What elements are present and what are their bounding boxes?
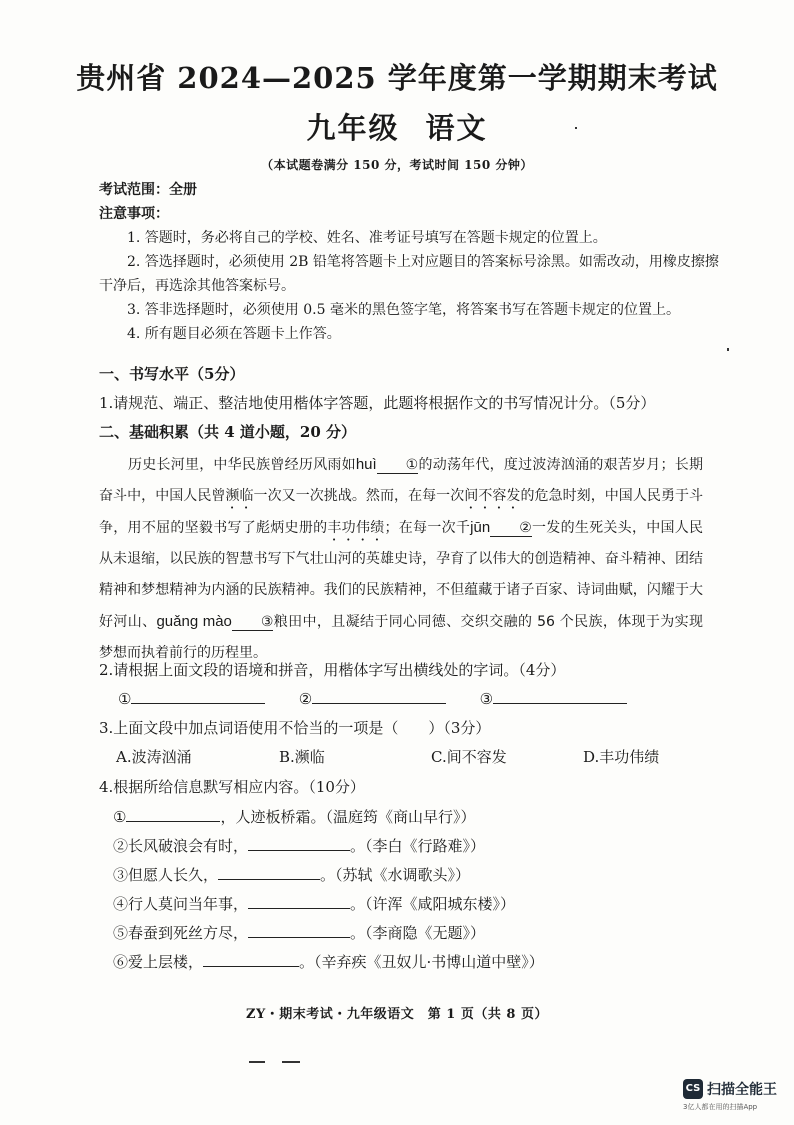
answer-line-3[interactable] bbox=[493, 689, 627, 704]
camscanner-logo-icon: CS bbox=[683, 1079, 703, 1099]
poem-line-5: ⑤春蚕到死丝方尽， 。（李商隐《无题》） bbox=[113, 924, 486, 942]
section-1-title: 一、书写水平（5分） bbox=[99, 365, 245, 383]
scan-mark bbox=[727, 348, 729, 351]
page-footer: ZY・期末考试・九年级语文 第 1 页（共 8 页） bbox=[246, 1007, 548, 1022]
pinyin-2: jūn bbox=[470, 519, 491, 536]
pinyin-1: huì bbox=[355, 456, 377, 473]
blank-1: ① bbox=[377, 457, 419, 474]
question-1: 1.请规范、端正、整洁地使用楷体字答题，此题将根据作文的书写情况计分。（5分） bbox=[99, 394, 656, 412]
answer-line-2[interactable] bbox=[312, 689, 446, 704]
poem-blank-6[interactable] bbox=[203, 952, 299, 967]
poem-line-3: ③但愿人长久， 。（苏轼《水调歌头》） bbox=[113, 866, 471, 884]
scan-mark bbox=[249, 1061, 265, 1063]
answer-line-1[interactable] bbox=[131, 689, 265, 704]
option-d[interactable]: D.丰功伟绩 bbox=[583, 748, 660, 766]
answer-label-1: ① bbox=[118, 690, 132, 708]
poem-blank-1[interactable] bbox=[126, 807, 220, 822]
blank-3: ③ bbox=[232, 614, 274, 631]
grade-label: 九年级 bbox=[306, 111, 400, 145]
reading-passage bbox=[99, 449, 703, 669]
poem-line-6: ⑥爱上层楼， 。（辛弃疾《丑奴儿·书博山道中壁》） bbox=[113, 953, 544, 971]
dotted-word-jianburongfa: 间不容发 bbox=[464, 488, 521, 504]
poem-line-1: ① ，人迹板桥霜。（温庭筠《商山早行》） bbox=[113, 808, 476, 826]
poem-blank-3[interactable] bbox=[218, 865, 320, 880]
notice-rule: 干净后，再选涂其他答案标号。 bbox=[99, 278, 295, 294]
question-4: 4.根据所给信息默写相应内容。（10分） bbox=[99, 778, 365, 796]
notice-rule: 3. 答非选择题时，必须使用 0.5 毫米的黑色签字笔，将答案书写在答题卡规定的位置上。 bbox=[127, 302, 680, 318]
subject-label: 语文 bbox=[425, 111, 488, 145]
option-a[interactable]: A.波涛汹涌 bbox=[116, 748, 192, 766]
blank-2: ② bbox=[490, 520, 532, 537]
notice-rule: 4. 所有题目必须在答题卡上作答。 bbox=[127, 326, 341, 342]
question-2-answers bbox=[118, 689, 678, 708]
poem-line-4: ④行人莫问当年事， 。（许浑《咸阳城东楼》） bbox=[113, 895, 516, 913]
pinyin-3: guǎng mào bbox=[156, 613, 232, 630]
scanner-watermark bbox=[683, 1077, 783, 1117]
notice-rule: 2. 答选择题时，必须使用 2B 铅笔将答题卡上对应题目的答案标号涂黑。如需改动，用橡皮擦擦 bbox=[127, 254, 719, 270]
poem-blank-2[interactable] bbox=[248, 836, 350, 851]
section-2-title: 二、基础积累（共 4 道小题，20 分） bbox=[99, 423, 356, 441]
poem-blank-4[interactable] bbox=[248, 894, 350, 909]
answer-label-2: ② bbox=[298, 690, 313, 708]
watermark-name: 扫描全能王 bbox=[707, 1082, 777, 1098]
dotted-word-binlin: 濒临 bbox=[225, 488, 254, 504]
poem-blank-5[interactable] bbox=[248, 923, 350, 938]
exam-info bbox=[99, 178, 719, 346]
poem-line-2: ②长风破浪会有时， 。（李白《行路难》） bbox=[113, 837, 486, 855]
watermark-tagline: 3亿人都在用的扫描App bbox=[683, 1103, 758, 1111]
exam-title: 贵州省 2024—2025 学年度第一学期期末考试 bbox=[76, 61, 718, 95]
exam-scope: 考试范围：全册 bbox=[99, 182, 197, 198]
question-2: 2.请根据上面文段的语境和拼音，用楷体字写出横线处的字词。（4分） bbox=[99, 661, 566, 679]
dotted-word-fenggongweiji: 丰功伟绩 bbox=[327, 520, 385, 536]
scan-mark bbox=[282, 1061, 300, 1063]
option-c[interactable]: C.间不容发 bbox=[431, 748, 507, 766]
notice-rule: 1. 答题时，务必将自己的学校、姓名、准考证号填写在答题卡规定的位置上。 bbox=[127, 230, 607, 246]
notice-title: 注意事项： bbox=[99, 206, 169, 222]
exam-note: （本试题卷满分 150 分，考试时间 150 分钟） bbox=[261, 158, 533, 172]
question-3: 3.上面文段中加点词语使用不恰当的一项是（ ）（3分） bbox=[99, 719, 491, 737]
passage-text: 历史长河里，中华民族曾经历风雨如huì ①的动荡年代，度过波涛汹涌的艰苦岁月；长期奋斗中，中国人民曾濒临一次又一次挑战。然而，在每一次间不容发的危急时刻，中国人民勇于斗争，用不屈的坚毅书写了彪炳史册的丰功伟绩；在每一次千jūn ②一发的生死关头，中国人民从未退缩，以民族的智慧书写下气壮山河的英雄史诗，孕育了以伟大的创造精神、奋斗精神、团结精神和梦想精神为内涵的民族精神。我们的民族精神，不但蕴藏于诸子百家、诗词曲赋，闪耀于大好河山、guǎng mào ③粮田中，且凝结于同心同德、交织交融的 56 个民族，体现于为实现梦想而执着前行的历程里。 bbox=[99, 456, 704, 661]
scan-mark bbox=[575, 127, 577, 129]
option-b[interactable]: B.濒临 bbox=[279, 748, 325, 766]
answer-label-3: ③ bbox=[479, 690, 494, 708]
exam-subtitle bbox=[0, 106, 794, 147]
